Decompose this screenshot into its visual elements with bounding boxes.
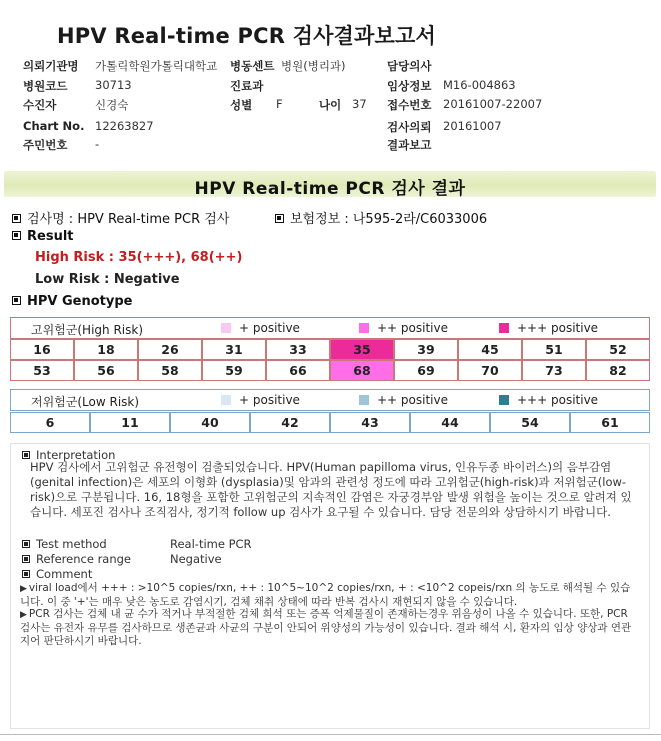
legend-plus2 [359,321,448,335]
method-label: Test method [36,537,107,551]
interpretation-text: HPV 검사에서 고위험군 유전형이 검출되었습니다. HPV(Human papilloma virus, 인유두종 바이러스)의 음부감염(genital infection)은 세포의 이형화 (dysplasia)및 암과의 관련성 정도에 따라 고위험군(high-risk)과 저위험군(low-risk)으로 구분됩니다. 16, 18형을 포함한 고위험군의 지속적인 감염은 자궁경부암 발생 위험을 높이는 것으로 알려져 있습니다. 세포진 검사나 조직검사, 정기적 follow up 검사가 요구될 수 있습니다. 담당 전문의와 상담하시기 바랍니다. [30,460,632,519]
result-header-bar [4,171,656,197]
genotype-cell: 53 [10,360,74,381]
genotype-cell: 39 [394,339,458,360]
test-name: 검사명 : HPV Real-time PCR 검사 [27,212,230,227]
insurance-info: 보험정보 : 나595-2라/C6033006 [290,212,488,227]
genotype-cell: 18 [74,339,138,360]
genotype-cell: 43 [330,412,410,433]
swatch-plus2 [359,323,369,333]
legend-plus-label: + positive [239,393,300,407]
chart-no-value: 12263827 [95,119,154,133]
comment-label: Comment [36,567,93,581]
bullet-square-icon [22,570,30,578]
legend-plus [221,393,300,407]
comment-line [22,567,92,581]
bullet-square-icon [275,214,284,223]
triangle-bullet-icon: ▶ [20,584,27,594]
genotype-cell: 44 [410,412,490,433]
legend-plus3 [499,321,598,335]
genotype-cell: 66 [266,360,330,381]
genotype-cell: 69 [394,360,458,381]
id-number-value: - [95,137,100,151]
department-label: 병동센트 [230,59,275,73]
genotype-cell: 56 [74,360,138,381]
doctor-label: 담당의사 [387,59,432,73]
genotype-cell: 40 [170,412,250,433]
genotype-cell: 45 [458,339,522,360]
high-risk-result: High Risk : 35(+++), 68(++) [35,250,243,265]
bullet-square-icon [22,451,30,459]
legend-plus3-label: +++ positive [517,321,599,335]
legend-plus [221,321,300,335]
patient-label: 수진자 [23,98,57,112]
id-number-label: 주민번호 [23,138,68,152]
method-value: Real-time PCR [170,537,252,551]
method-line [22,537,107,551]
request-date-value: 20161007 [443,119,502,133]
bullet-square-icon [22,540,30,548]
institution-label: 의뢰기관명 [23,59,79,73]
high-risk-legend [10,317,650,339]
swatch-plus3 [499,395,509,405]
swatch-plus [221,323,231,333]
chart-no-label: Chart No. [23,119,85,133]
bullet-square-icon [12,231,21,240]
high-risk-title: 고위험군(High Risk) [31,323,143,337]
genotype-cell: 68 [330,360,394,381]
high-risk-row-1 [10,339,650,360]
report-title: HPV Real-time PCR 검사결과보고서 [57,24,436,48]
swatch-plus [221,395,231,405]
insurance-line [275,208,487,227]
range-line [22,552,131,566]
result-heading-line [12,229,74,244]
legend-plus2-label: ++ positive [377,393,448,407]
high-risk-row-2 [10,360,650,381]
genotype-cell: 11 [90,412,170,433]
genotype-cell: 33 [266,339,330,360]
genotype-cell: 31 [202,339,266,360]
low-risk-row [10,412,650,433]
receipt-label: 접수번호 [387,98,432,112]
genotype-cell: 16 [10,339,74,360]
swatch-plus3 [499,323,509,333]
clinical-info-label: 임상정보 [387,79,432,93]
genotype-cell: 58 [138,360,202,381]
age-label: 나이 [319,98,342,112]
patient-value: 신경숙 [95,98,129,112]
comment-2 [20,608,635,648]
report-label: 결과보고 [387,138,432,152]
triangle-bullet-icon: ▶ [20,610,27,620]
comment-1-text: viral load에서 +++ : >10^5 copies/rxn, ++ : 10^5~10^2 copies/rxn, + : <10^2 copeis/rxn 의 농도로 해석될 수 있습니다. 이 중 '+'는 매우 낮은 농도로 감염시기, 검체 채취 상태에 따라 반복 검사시 재현되지 않을 수 있습니다. [20,582,631,608]
legend-plus2-label: ++ positive [377,321,448,335]
swatch-plus2 [359,395,369,405]
sex-label: 성별 [230,98,253,112]
low-risk-result: Low Risk : Negative [35,272,180,287]
low-risk-title: 저위험군(Low Risk) [31,395,140,409]
genotype-cell: 54 [490,412,570,433]
genotype-cell: 52 [586,339,650,360]
genotype-cell: 82 [586,360,650,381]
genotype-cell: 51 [522,339,586,360]
hospital-code-value: 30713 [95,78,132,92]
result-heading: Result [27,229,74,244]
genotype-cell: 35 [330,339,394,360]
department-value: 병원(병리과) [281,59,346,73]
bullet-square-icon [12,296,21,305]
genotype-cell: 6 [10,412,90,433]
request-date-label: 검사의뢰 [387,120,432,134]
bottom-divider [0,734,661,735]
genotype-cell: 42 [250,412,330,433]
test-name-line [12,208,229,227]
institution-value: 가톨릭학원가톨릭대학교 [95,59,218,73]
legend-plus3-label: +++ positive [517,393,599,407]
bullet-square-icon [12,214,21,223]
bullet-square-icon [22,555,30,563]
low-risk-legend [10,389,650,411]
comment-1 [20,582,635,609]
clinical-info-value: M16-004863 [443,78,516,92]
genotype-heading-line [12,294,132,309]
genotype-cell: 73 [522,360,586,381]
receipt-value: 20161007-22007 [443,97,543,111]
genotype-cell: 61 [570,412,650,433]
range-label: Reference range [36,552,132,566]
legend-plus2 [359,393,448,407]
clinic-label: 진료과 [230,79,264,93]
genotype-heading: HPV Genotype [27,294,133,309]
genotype-cell: 26 [138,339,202,360]
genotype-cell: 59 [202,360,266,381]
interpretation-heading: Interpretation [36,448,116,462]
age-value: 37 [352,97,367,111]
result-header-title: HPV Real-time PCR 검사 결과 [194,179,466,199]
genotype-cell: 70 [458,360,522,381]
legend-plus-label: + positive [239,321,300,335]
legend-plus3 [499,393,598,407]
sex-value: F [276,97,283,111]
comment-2-text: PCR 검사는 검체 내 균 수가 적거나 부적절한 검체 희석 또는 증폭 억제물질이 존재하는경우 위음성이 나올 수 있습니다. 또한, PCR 검사는 유전자 유무를 검사하므로 생존균과 사균의 구분이 안되어 위양성의 가능성이 있습니다. 결과 해석 시, 환자의 임상 양상과 연관지어 판단하시기 바랍니다. [20,608,632,647]
hospital-code-label: 병원코드 [23,79,68,93]
range-value: Negative [170,552,222,566]
